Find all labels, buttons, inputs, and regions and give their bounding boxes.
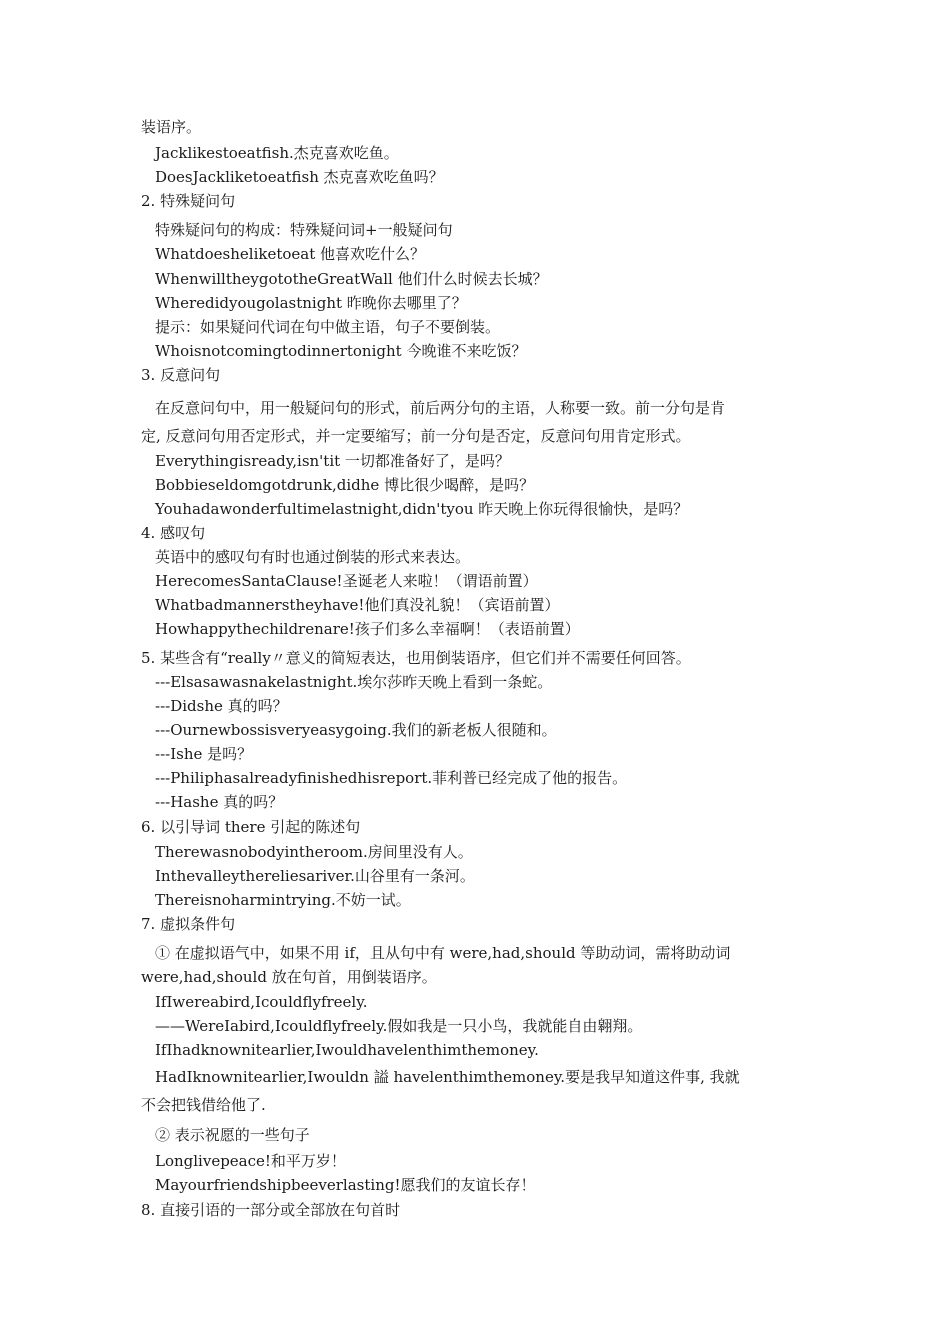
tip-line: 提示：如果疑问代词在句中做主语，句子不要倒装。: [155, 318, 501, 336]
example-sentence: DoesJackliketoeatfish 杰克喜欢吃鱼吗？: [155, 168, 444, 186]
text-line: 在反意问句中，用一般疑问句的形式，前后两分句的主语，人称要一致。前一分句是肯: [155, 399, 726, 417]
example-sentence: Howhappythechildrenare!孩子们多么幸福啊！（表语前置）: [155, 620, 580, 638]
example-sentence: Bobbieseldomgotdrunk,didhe 博比很少喝醉，是吗？: [155, 476, 535, 494]
dialogue-line: ---Hashe 真的吗？: [155, 793, 284, 811]
example-sentence: Whatbadmannerstheyhave!他们真没礼貌！（宾语前置）: [155, 596, 560, 614]
example-sentence: WhenwilltheygototheGreatWall 他们什么时候去长城？: [155, 270, 548, 288]
dialogue-line: ---Elsasawasnakelastnight.埃尔莎昨天晚上看到一条蛇。: [155, 673, 553, 691]
example-sentence: Longlivepeace!和平万岁！: [155, 1152, 346, 1170]
section-heading-7: 7. 虚拟条件句: [141, 915, 236, 933]
section-heading-8: 8. 直接引语的一部分或全部放在句首时: [141, 1201, 401, 1219]
dialogue-line: ---Ournewbossisveryeasygoing.我们的新老板人很随和。: [155, 721, 557, 739]
example-sentence: Youhadawonderfultimelastnight,didn'tyou 昨天晚上你玩得很愉快，是吗？: [155, 500, 689, 518]
text-line: 特殊疑问句的构成：特殊疑问词+一般疑问句: [155, 221, 453, 239]
example-sentence: Mayourfriendshipbeeverlasting!愿我们的友谊长存！: [155, 1176, 536, 1194]
dialogue-line: ---Didshe 真的吗？: [155, 697, 288, 715]
section-heading-4: 4. 感叹句: [141, 524, 206, 542]
section-heading-5: 5. 某些含有“really〃意义的简短表达，也用倒装语序，但它们并不需要任何回答。: [141, 649, 691, 667]
dialogue-line: ---Ishe 是吗？: [155, 745, 253, 763]
example-sentence: Whoisnotcomingtodinnertonight 今晚谁不来吃饭？: [155, 342, 527, 360]
example-sentence: Wheredidyougolastnight 昨晚你去哪里了？: [155, 294, 467, 312]
example-sentence: ——WereIabird,Icouldflyfreely.假如我是一只小鸟，我就能自由翱翔。: [155, 1017, 643, 1035]
example-sentence: IfIwereabird,Icouldflyfreely.: [155, 993, 368, 1011]
text-line: ② 表示祝愿的一些句子: [155, 1126, 310, 1144]
section-heading-3: 3. 反意问句: [141, 366, 221, 384]
text-line: were,had,should 放在句首，用倒装语序。: [141, 968, 437, 986]
text-line: ① 在虚拟语气中，如果不用 if，且从句中有 were,had,should 等助动词，需将助动词: [155, 944, 731, 962]
example-sentence: Everythingisready,isn'tit 一切都准备好了，是吗？: [155, 452, 510, 470]
example-sentence: Jacklikestoeatfish.杰克喜欢吃鱼。: [155, 144, 399, 162]
example-sentence: HadIknownitearlier,Iwouldn 謚 havelenthimthemoney.要是我早知道这件事, 我就: [155, 1068, 740, 1086]
text-line: 装语序。: [141, 118, 202, 136]
example-sentence: IfIhadknownitearlier,Iwouldhavelenthimthemoney.: [155, 1041, 539, 1059]
section-heading-2: 2. 特殊疑问句: [141, 192, 236, 210]
text-line: 英语中的感叹句有时也通过倒装的形式来表达。: [155, 548, 471, 566]
text-line: 不会把钱借给他了.: [141, 1096, 266, 1114]
example-sentence: Inthevalleytherelies​ariver.山谷里有一条河。: [155, 867, 475, 885]
text-line: 定, 反意问句用否定形式，并一定要缩写；前一分句是否定，反意问句用肯定形式。: [141, 427, 691, 445]
example-sentence: Whatdoesheliketoeat 他喜欢吃什么？: [155, 245, 426, 263]
dialogue-line: ---Philiphasalreadyfinishedhisreport.菲利普已经完成了他的报告。: [155, 769, 628, 787]
example-sentence: HerecomesSantaClause!圣诞老人来啦！（谓语前置）: [155, 572, 538, 590]
example-sentence: Therewasnobodyintheroom.房间里没有人。: [155, 843, 473, 861]
example-sentence: Thereisnoharmintrying.不妨一试。: [155, 891, 411, 909]
section-heading-6: 6. 以引导词 there 引起的陈述句: [141, 818, 361, 836]
